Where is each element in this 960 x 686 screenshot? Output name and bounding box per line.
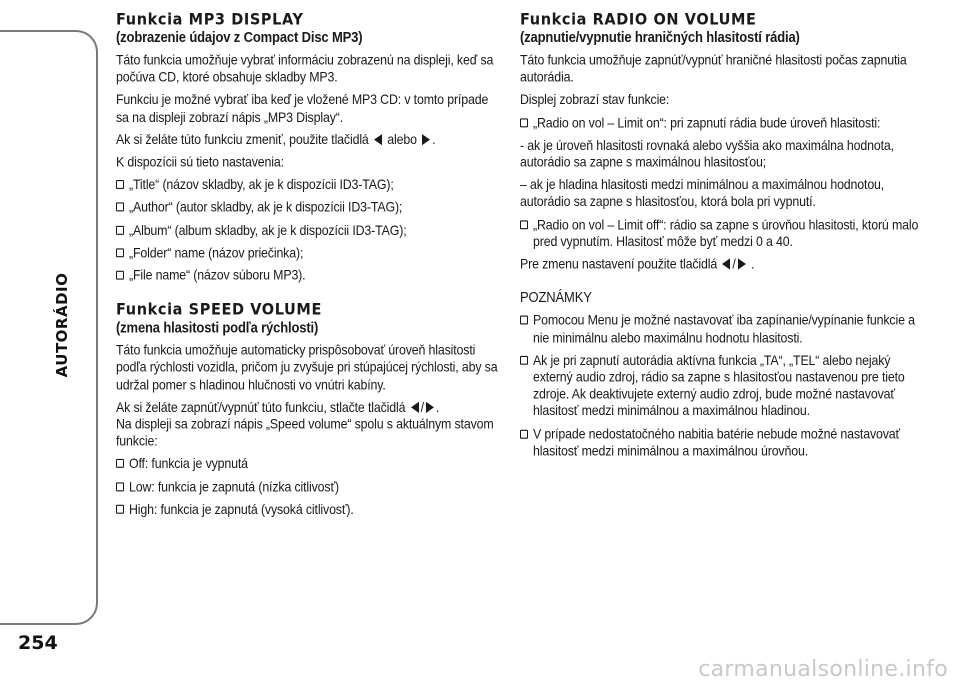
radio-paragraph-5	[520, 256, 920, 273]
checkbox-bullet-icon	[116, 180, 124, 189]
section-speed-volume	[116, 302, 500, 518]
list-item-text: Ak je pri zapnutí autorádia aktívna funkcia „TA“, „TEL“ alebo nejaký externý audio zdroj, rádio sa zapne s hlasitosťou nastavenou pre tieto zdroje. Ak deaktivujete externý audio zdroj, bude možné nastavovať hlasitosť medzi minimálnou a maximálnou hladinou.	[533, 352, 905, 420]
speed-p2-text: Ak si želáte zapnúť/vypnúť túto funkciu, stlačte tlačidlá	[116, 399, 406, 416]
section-notes	[520, 289, 920, 460]
list-item	[116, 177, 500, 194]
list-item	[116, 267, 500, 284]
speed-paragraph-2	[116, 399, 500, 450]
arrow-right-icon	[426, 402, 434, 413]
list-item-text: V prípade nedostatočného nabitia batérie nebude možné nastavovať hlasitosť medzi minimálnou a maximálnou úrovňou.	[533, 426, 901, 459]
checkbox-bullet-icon	[116, 271, 124, 280]
checkbox-bullet-icon	[520, 356, 528, 365]
list-item-text: „Radio on vol – Limit on“: pri zapnutí rádia bude úroveň hlasitosti:	[533, 114, 881, 131]
list-item-text: High: funkcia je zapnutá (vysoká citlivosť).	[129, 501, 354, 517]
mp3-p3-middle: alebo	[387, 131, 417, 148]
radio-subheading: (zapnutie/vypnutie hraničných hlasitostí rádia)	[520, 28, 800, 46]
checkbox-bullet-icon	[116, 505, 124, 514]
page-number: 254	[18, 632, 58, 654]
speed-heading: Funkcia SPEED VOLUME	[116, 301, 322, 320]
list-item-text: „File name“ (názov súboru MP3).	[129, 267, 306, 284]
list-item	[116, 200, 500, 217]
arrow-right-icon	[422, 134, 430, 145]
radio-paragraph-2: Displej zobrazí stav funkcie:	[520, 91, 670, 108]
list-item-text: „Title“ (názov skladby, ak je k dispozícii ID3-TAG);	[129, 176, 394, 193]
mp3-p3-end: .	[432, 131, 436, 148]
left-column	[116, 12, 500, 524]
list-item	[520, 115, 920, 132]
list-item-text: „Radio on vol – Limit off“: rádio sa zapne s úrovňou hlasitosti, ktorú malo pred vypnutím. Hlasitosť môže byť medzi 0 a 40.	[533, 216, 919, 250]
radio-p5-end: .	[751, 256, 755, 272]
mp3-heading: Funkcia MP3 DISPLAY	[116, 10, 304, 29]
mp3-subheading: (zobrazenie údajov z Compact Disc MP3)	[116, 28, 363, 46]
list-item-text: Off: funkcia je vypnutá	[129, 456, 248, 472]
checkbox-bullet-icon	[116, 459, 124, 468]
speed-p2-end: .	[435, 399, 440, 416]
list-item-text: „Folder“ name (názov priečinka);	[129, 244, 304, 261]
checkbox-bullet-icon	[116, 248, 124, 257]
speed-p2-line2: Na displeji sa zobrazí nápis „Speed volume“ spolu s aktuálnym stavom funkcie:	[116, 416, 494, 450]
checkbox-bullet-icon	[520, 220, 528, 229]
checkbox-bullet-icon	[116, 203, 124, 212]
radio-paragraph-4: – ak je hladina hlasitosti medzi minimálnou a maximálnou hodnotou, autorádio sa zapne s hlasitosťou, ktorá bola pri vypnutí.	[520, 176, 885, 210]
chapter-label: AUTORÁDIO	[53, 272, 71, 378]
list-item	[116, 456, 500, 473]
list-item	[520, 217, 920, 251]
radio-p5-sep: /	[732, 256, 736, 272]
list-item	[520, 426, 920, 460]
arrow-left-icon	[722, 258, 730, 269]
arrow-left-icon	[374, 134, 382, 145]
list-item	[520, 352, 920, 420]
checkbox-bullet-icon	[116, 226, 124, 235]
radio-paragraph-3: - ak je úroveň hlasitosti rovnaká alebo vyššia ako maximálna hodnota, autorádio sa zapne s maximálnou hlasitosťou;	[520, 137, 894, 170]
notes-title: POZNÁMKY	[520, 288, 592, 306]
list-item-text: Pomocou Menu je možné nastavovať iba zapínanie/vypínanie funkcie a nie minimálnu alebo maximálnu hodnotu hlasitosti.	[533, 312, 915, 346]
right-column	[520, 12, 920, 466]
list-item	[116, 245, 500, 262]
list-item	[520, 313, 920, 347]
speed-p2-sep: /	[420, 399, 424, 416]
arrow-left-icon	[411, 402, 419, 413]
checkbox-bullet-icon	[116, 482, 124, 491]
chapter-tab	[0, 30, 98, 625]
watermark: carmanualsonline.info	[698, 657, 948, 682]
list-item-text: „Author“ (autor skladby, ak je k dispozícii ID3-TAG);	[129, 199, 403, 216]
arrow-right-icon	[738, 258, 746, 269]
radio-p5-text: Pre zmenu nastavení použite tlačidlá	[520, 256, 718, 272]
speed-subheading: (zmena hlasitosti podľa rýchlosti)	[116, 319, 319, 336]
checkbox-bullet-icon	[520, 118, 528, 127]
mp3-paragraph-1: Táto funkcia umožňuje vybrať informáciu zobrazenú na displeji, keď sa počúva CD, ktoré obsahuje skladby MP3.	[116, 52, 494, 86]
radio-paragraph-1: Táto funkcia umožňuje zapnúť/vypnúť hraničné hlasitosti počas zapnutia autorádia.	[520, 52, 907, 86]
speed-paragraph-1: Táto funkcia umožňuje automaticky prispôsobovať úroveň hlasitosti podľa rýchlosti vozidla, pričom ju zvyšuje pri stúpajúcej rýchlosti, aby sa udržal pomer s hladinou hlučnosti vo vnútri kabíny.	[116, 342, 498, 393]
list-item	[116, 479, 500, 496]
section-radio-on-volume	[520, 12, 920, 273]
list-item-text: „Album“ (album skladby, ak je k dispozícii ID3-TAG);	[129, 222, 407, 238]
mp3-p3-text: Ak si želáte túto funkciu zmeniť, použite tlačidlá	[116, 131, 369, 148]
list-item-text: Low: funkcia je zapnutá (nízka citlivosť)	[129, 478, 339, 495]
list-item	[116, 501, 500, 518]
mp3-paragraph-4: K dispozícii sú tieto nastavenia:	[116, 154, 284, 170]
mp3-paragraph-3	[116, 132, 500, 149]
checkbox-bullet-icon	[520, 316, 528, 325]
section-mp3-display	[116, 12, 500, 284]
checkbox-bullet-icon	[520, 429, 528, 438]
radio-heading: Funkcia RADIO ON VOLUME	[520, 10, 757, 29]
mp3-paragraph-2: Funkciu je možné vybrať iba keď je vložené MP3 CD: v tomto prípade sa na displeji zobrazí nápis „MP3 Display“.	[116, 91, 489, 125]
list-item	[116, 222, 500, 239]
